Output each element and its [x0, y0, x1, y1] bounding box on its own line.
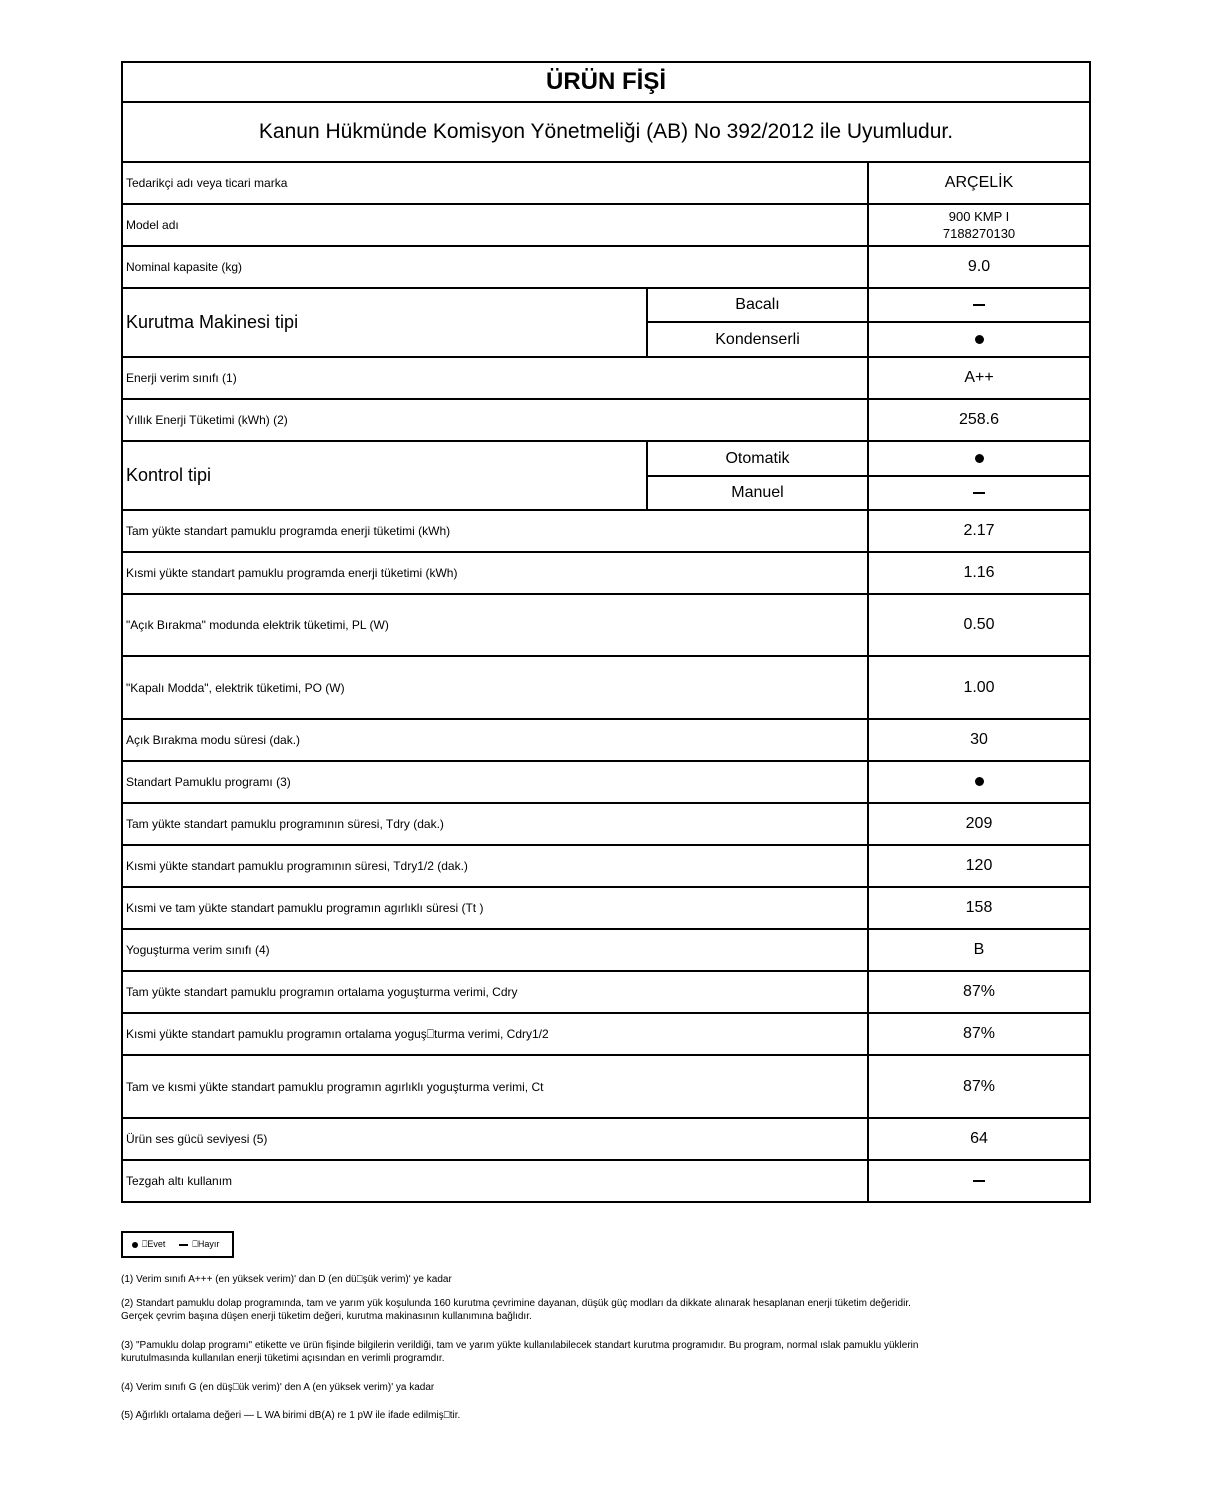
table-row: [122, 204, 1090, 246]
sub-label: Kondenserli: [647, 322, 868, 357]
table-row: [122, 552, 1090, 594]
table-row: [122, 1055, 1090, 1118]
row-value: 158: [868, 887, 1090, 929]
row-value: [868, 1160, 1090, 1202]
table-row: [122, 719, 1090, 761]
footnote-3-line-1: (3) "Pamuklu dolap programı" etikette ve ürün fişinde bilgilerin verildiği, tam ve yarım yükte kullanılabilecek standart kurutma programıdır. Bu program, normal ıslak pamuklu yüklerin: [121, 1340, 919, 1351]
footnote-1: (1) Verim sınıfı A+++ (en yüksek verim)' dan D (en dü⎕şük verim)' ye kadar: [121, 1274, 452, 1285]
row-value: [868, 441, 1090, 476]
row-value: [868, 476, 1090, 510]
footnote-5: (5) Ağırlıklı ortalama değeri — L WA birimi dB(A) re 1 pW ile ifade edilmiş⎕tir.: [121, 1410, 461, 1421]
row-value: 258.6: [868, 399, 1090, 441]
row-label: Yoguşturma verim sınıfı (4): [122, 929, 868, 971]
row-value: ARÇELİK: [868, 162, 1090, 204]
yes-dot-icon: [132, 1242, 138, 1248]
row-label: Kurutma Makinesi tipi: [122, 288, 647, 357]
table-row: [122, 594, 1090, 656]
row-value: 64: [868, 1118, 1090, 1160]
sub-label: Manuel: [647, 476, 868, 510]
row-value: 87%: [868, 1013, 1090, 1055]
table-row: [122, 510, 1090, 552]
row-value: B: [868, 929, 1090, 971]
yes-dot-icon: [975, 777, 984, 786]
row-value: 87%: [868, 971, 1090, 1013]
row-label: Nominal kapasite (kg): [122, 246, 868, 288]
row-label: Tedarikçi adı veya ticari marka: [122, 162, 868, 204]
table-row: [122, 971, 1090, 1013]
row-value: [868, 761, 1090, 803]
row-label: Yıllık Enerji Tüketimi (kWh) (2): [122, 399, 868, 441]
row-value: 9.0: [868, 246, 1090, 288]
table-row: [122, 399, 1090, 441]
row-label: "Kapalı Modda", elektrik tüketimi, PO (W): [122, 656, 868, 719]
table-row: [122, 845, 1090, 887]
row-value: 1.16: [868, 552, 1090, 594]
sub-label: Otomatik: [647, 441, 868, 476]
model-name: 900 KMP I: [948, 209, 1010, 224]
sub-label: Bacalı: [647, 288, 868, 322]
row-value: [868, 204, 1090, 246]
page-title: ÜRÜN FİŞİ: [122, 62, 1090, 102]
table-row: [122, 246, 1090, 288]
table-row: [122, 1118, 1090, 1160]
product-fiche: [121, 61, 1089, 1203]
row-value: [868, 288, 1090, 322]
row-label: Tam ve kısmi yükte standart pamuklu programın agırlıklı yoguşturma verimi, Ct: [122, 1055, 868, 1118]
footnote-2: [121, 1297, 1111, 1323]
footnotes: [121, 1273, 1111, 1437]
row-label: Tam yükte standart pamuklu programın ortalama yoguşturma verimi, Cdry: [122, 971, 868, 1013]
no-dash-icon: [973, 492, 985, 494]
spec-table: [121, 61, 1091, 1203]
table-row: [122, 288, 1090, 322]
row-label: Kontrol tipi: [122, 441, 647, 510]
row-value: A++: [868, 357, 1090, 399]
table-row: [122, 656, 1090, 719]
row-label: Standart Pamuklu programı (3): [122, 761, 868, 803]
table-row: [122, 1013, 1090, 1055]
row-label: Kısmi yükte standart pamuklu programda enerji tüketimi (kWh): [122, 552, 868, 594]
footnote-2-line-2: Gerçek çevrim başına düşen enerji tüketim değeri, kurutma makinasının kullanımına bağlıdır.: [121, 1311, 532, 1322]
table-row: [122, 803, 1090, 845]
no-dash-icon: [179, 1244, 188, 1246]
table-row: [122, 929, 1090, 971]
yes-dot-icon: [975, 335, 984, 344]
footnote-3: [121, 1339, 1111, 1365]
row-label: Ürün ses gücü seviyesi (5): [122, 1118, 868, 1160]
no-dash-icon: [973, 1180, 985, 1182]
row-value: 87%: [868, 1055, 1090, 1118]
row-value: 0.50: [868, 594, 1090, 656]
no-dash-icon: [973, 304, 985, 306]
row-value: 2.17: [868, 510, 1090, 552]
row-label: Kısmi ve tam yükte standart pamuklu programın agırlıklı süresi (Tt ): [122, 887, 868, 929]
row-label: Tam yükte standart pamuklu programının süresi, Tdry (dak.): [122, 803, 868, 845]
row-label: Model adı: [122, 204, 868, 246]
footnote-2-line-1: (2) Standart pamuklu dolap programında, tam ve yarım yük koşulunda 160 kurutma çevrimine dayanan, düşük güç modları da dikkate alınarak hesaplanan enerji tüketim değeridir.: [121, 1298, 911, 1309]
row-value: 1.00: [868, 656, 1090, 719]
row-label: Tezgah altı kullanım: [122, 1160, 868, 1202]
row-label: Açık Bırakma modu süresi (dak.): [122, 719, 868, 761]
yes-dot-icon: [975, 454, 984, 463]
row-label: Tam yükte standart pamuklu programda enerji tüketimi (kWh): [122, 510, 868, 552]
table-row: [122, 357, 1090, 399]
table-row: [122, 1160, 1090, 1202]
model-code: 7188270130: [942, 226, 1016, 241]
footnote-3-line-2: kurutulmasında kullanılan enerji tüketimi açısından en verimli programdır.: [121, 1353, 445, 1364]
row-label: "Açık Bırakma" modunda elektrik tüketimi, PL (W): [122, 594, 868, 656]
table-row: [122, 162, 1090, 204]
legend-box: [121, 1231, 234, 1258]
footnote-4: (4) Verim sınıfı G (en düş⎕ük verim)' den A (en yüksek verim)' ya kadar: [121, 1382, 435, 1393]
regulation-subtitle: Kanun Hükmünde Komisyon Yönetmeliği (AB) No 392/2012 ile Uyumludur.: [122, 102, 1090, 162]
legend-no-label: ⎕Hayır: [192, 1239, 220, 1249]
legend-yes-label: ⎕Evet: [142, 1239, 166, 1249]
row-value: 30: [868, 719, 1090, 761]
row-value: 209: [868, 803, 1090, 845]
row-value: 120: [868, 845, 1090, 887]
row-label: Kısmi yükte standart pamuklu programın ortalama yoguş⎕turma verimi, Cdry1/2: [122, 1013, 868, 1055]
table-row: [122, 887, 1090, 929]
row-value: [868, 322, 1090, 357]
row-label: Enerji verim sınıfı (1): [122, 357, 868, 399]
table-row: [122, 441, 1090, 476]
table-row: [122, 761, 1090, 803]
row-label: Kısmi yükte standart pamuklu programının süresi, Tdry1/2 (dak.): [122, 845, 868, 887]
